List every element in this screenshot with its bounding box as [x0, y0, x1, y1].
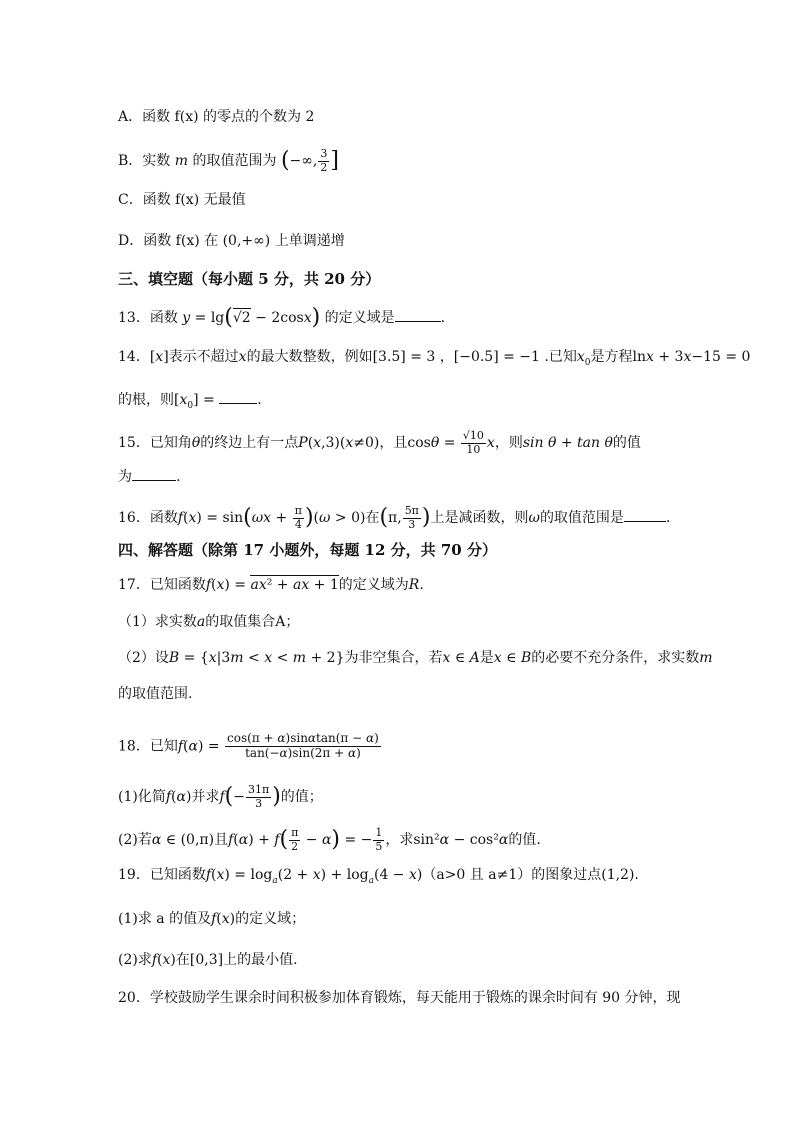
- question-17-1: （1）求实数a的取值集合A；: [118, 614, 300, 630]
- question-15: 15．已知角θ的终边上有一点P(x,3)(x≠0)，且cosθ = $\frac{√10}{10}$ x，则sin θ + tan θ的值: [118, 429, 641, 456]
- question-17: 17．已知函数f(x) = ax² + ax + 1的定义域为R.: [118, 577, 424, 593]
- question-17-2: （2）设B = {x|3m < x < m + 2}为非空集合，若x ∈ A是x ∈ B的必要不充分条件，求实数m: [118, 650, 713, 666]
- q15-text-6: 为: [118, 469, 132, 485]
- question-18: 18．已知f(α) = $\frac{\cos(\pi + \alpha)\sin\alpha\tan(\pi - \alpha)}{\tan(-\alpha)\sin(2\pi + \alpha)}$: [118, 731, 379, 760]
- question-14-cont: 的根，则$[x_0]$ = .: [118, 392, 262, 411]
- q15-text-3: ，且: [379, 435, 408, 452]
- q14-text-6: 的根，则: [118, 392, 174, 408]
- question-18-1: (1)化简f(α)并求f(− $\frac{31\pi}{3}$ )的值；: [118, 783, 323, 810]
- q15-text-2: 的终边上有一点: [200, 435, 299, 452]
- question-17-2-cont: 的取值范围.: [118, 686, 193, 702]
- q17-text-1: 17．已知函数: [118, 577, 206, 593]
- q14-text-5: 是方程: [590, 349, 633, 365]
- q14-text-3: 的最大数整数，例如: [246, 349, 373, 365]
- q19-text-4: 的定义域；: [235, 911, 306, 927]
- q18-text-8: 的值: [508, 832, 537, 849]
- question-14: 14．[x]表示不超过x的最大数整数，例如[3.5] = 3 ，[−0.5] = −1 .已知$x_0$是方程lnx + 3x−15 = 0: [118, 349, 751, 368]
- q17-text-4: 的取值集合: [205, 614, 276, 630]
- q19-text-6: 在: [175, 952, 190, 968]
- q18-text-7: ，求: [385, 832, 414, 849]
- q18-text-3: 并求: [191, 789, 220, 806]
- q16-text-2: 在: [365, 510, 380, 527]
- answer-blank-15: [132, 480, 176, 481]
- q19-text-2: （a>0 且 a≠1）的图象过点: [422, 867, 602, 883]
- q19-text-3: (1)求 a 的值及: [118, 911, 212, 927]
- q18-text-2: (1)化简: [118, 789, 166, 806]
- q18-text-5: (2)若: [118, 832, 152, 849]
- math-frac-f-alpha: $\frac{\cos(\pi + \alpha)\sin\alpha\tan(\pi - \alpha)}{\tan(-\alpha)\sin(2\pi + \alpha)}$: [227, 731, 379, 760]
- q15-text-5: 的值: [612, 435, 641, 452]
- section-4-heading: [118, 543, 497, 558]
- q14-text-2: 表示不超过: [168, 349, 239, 365]
- q19-text-7: 上的最小值: [223, 952, 294, 968]
- q13-text-2: 的定义域是: [324, 310, 395, 326]
- q17-text-3: （1）求实数: [118, 614, 197, 630]
- q17-text-6: 为非空集合，若: [344, 650, 443, 666]
- option-b-text-1: B．实数: [118, 153, 171, 170]
- q18-text-1: 18．已知: [118, 738, 178, 755]
- math-frac-pi-4: $\frac{\pi}{4}$: [294, 504, 302, 531]
- q16-text-3: 上是减函数，则: [430, 510, 529, 527]
- option-a-text: A．函数 f(x) 的零点的个数为 2: [118, 109, 315, 125]
- q14-text-1: 14．: [118, 349, 150, 365]
- question-18-2: (2)若α ∈ (0,π)且f(α) + f( $\frac{\pi}{2}$ − α) = − $\frac{1}{5}$ ，求sin²α − cos²α的值.: [118, 826, 541, 853]
- q15-text-4: ，则: [494, 435, 523, 452]
- question-13: 13．函数 y = lg(√2 − 2cosx) 的定义域是 .: [118, 305, 446, 330]
- math-frac-3-2: $\frac{3}{2}$: [320, 147, 328, 174]
- section-3-heading: [118, 272, 380, 287]
- q20-text: 20．学校鼓励学生课余时间积极参加体育锻炼，每天能用于锻炼的课余时间有 90 分钟，现: [118, 990, 681, 1006]
- section-3-text: 三、填空题（每小题 5 分，共 20 分）: [118, 270, 381, 288]
- question-19: 19．已知函数$f(x) = \log_a(2 + x) + \log_a(4 - x)(a>0$ 且 a≠1）的图象过点(1,2).: [118, 867, 639, 886]
- math-m: m: [174, 153, 189, 170]
- option-d-text: D．函数 f(x) 在 (0,+∞) 上单调递增: [118, 233, 345, 249]
- section-4-text: 四、解答题（除第 17 小题外，每题 12 分，共 70 分）: [118, 541, 497, 559]
- q18-text-4: 的值；: [280, 789, 323, 806]
- math-frac-sqrt10-10: $\frac{√10}{10}$: [462, 429, 484, 456]
- q18-text-6: 且: [214, 832, 229, 849]
- q17-text-8: 的必要不充分条件，求实数: [531, 650, 700, 666]
- answer-blank-13: [395, 321, 441, 322]
- q19-text-1: 19．已知函数: [118, 867, 206, 883]
- math-frac-1-5: $\frac{1}{5}$: [375, 826, 383, 853]
- question-20: [118, 991, 681, 1005]
- option-a: [118, 110, 314, 124]
- q16-text-4: 的取值范围是: [539, 510, 624, 527]
- math-frac-31pi-3: $\frac{31\pi}{3}$: [247, 783, 270, 810]
- question-19-2: (2)求f(x)在[0,3]上的最小值.: [118, 952, 298, 968]
- answer-blank-14: [219, 403, 257, 404]
- math-bracket: (: [280, 148, 290, 174]
- q14-text-4: 已知: [548, 349, 577, 365]
- q17-text-9: 的取值范围: [118, 686, 188, 702]
- question-19-1: (1)求 a 的值及f(x)的定义域；: [118, 911, 306, 927]
- option-b: B．实数 m 的取值范围为 (−∞, $\frac{3}{2}$ ]: [118, 147, 339, 174]
- math-frac-5pi-3: $\frac{5\pi}{3}$: [404, 504, 419, 531]
- q13-math: y: [182, 310, 191, 326]
- q19-text-5: (2)求: [118, 952, 152, 968]
- q13-text-1: 13．函数: [118, 310, 178, 326]
- question-15-cont: 为 .: [118, 469, 181, 485]
- q16-text-1: 16．函数: [118, 510, 178, 527]
- option-b-text-2: 的取值范围为: [192, 153, 277, 170]
- option-d: [118, 234, 345, 248]
- math-frac-pi-2: $\frac{\pi}{2}$: [291, 826, 299, 853]
- q15-text-1: 15．已知角: [118, 435, 192, 452]
- q17-text-5: （2）设: [118, 650, 169, 666]
- answer-blank-16: [624, 521, 666, 522]
- option-c: [118, 193, 246, 207]
- option-c-text: C．函数 f(x) 无最值: [118, 192, 246, 208]
- q17-text-2: 的定义域为: [338, 577, 409, 593]
- question-16: 16．函数f(x) = sin(ωx + $\frac{\pi}{4}$ )(ω > 0)在(π, $\frac{5\pi}{3}$ )上是减函数，则ω的取值范围是 .: [118, 504, 671, 531]
- q17-text-7: 是: [479, 650, 494, 666]
